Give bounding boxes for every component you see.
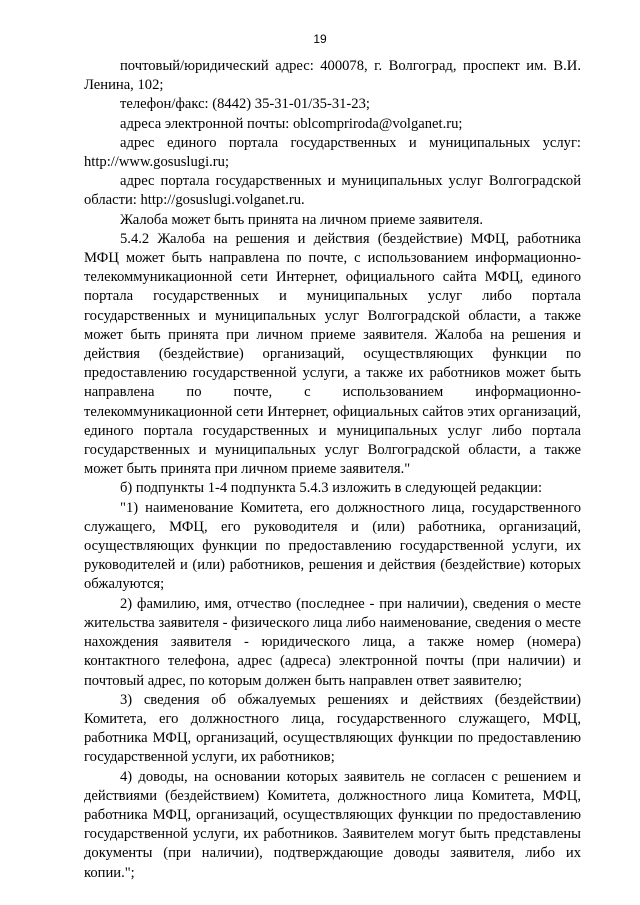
- paragraph-item-1: "1) наименование Комитета, его должностного лица, государственного служащего, МФЦ, его руководителя и (или) работника, организаций, осуществляющих функции по предоставлению государственной услуги, их руководителей и (или) работников, решения и действия (бездействие) которых обжалуются;: [84, 499, 581, 593]
- paragraph-item-3: 3) сведения об обжалуемых решениях и действиях (бездействии) Комитета, его должностного лица, государственного служащего, МФЦ, работника МФЦ, организаций, осуществляющих функции по предоставлению государственной услуги, их работников;: [84, 691, 581, 766]
- paragraph-regional-portal: адрес портала государственных и муниципальных услуг Волгоградской области: http://gosuslugi.volganet.ru.: [84, 173, 581, 209]
- paragraph-email: адреса электронной почты: oblcompriroda@volganet.ru;: [120, 115, 463, 132]
- page-number: 19: [313, 32, 327, 46]
- paragraph-item-4: 4) доводы, на основании которых заявитель не согласен с решением и действиями (бездействием) Комитета, должностного лица Комитета, МФЦ, работника МФЦ, организаций, осуществляющих функции по предоставлению государственной услуги, их работников. Заявителем могут быть представлены документы (при наличии), подтверждающие доводы заявителя, либо их копии.";: [84, 768, 581, 881]
- paragraph-postal-address: почтовый/юридический адрес: 400078, г. Волгоград, проспект им. В.И. Ленина, 102;: [84, 58, 581, 94]
- paragraph-unified-portal: адрес единого портала государственных и муниципальных услуг: http://www.gosuslugi.ru;: [84, 134, 581, 171]
- paragraph-personal-reception: Жалоба может быть принята на личном приеме заявителя.: [120, 211, 484, 228]
- paragraph-5-4-2: 5.4.2 Жалоба на решения и действия (бездействие) МФЦ, работника МФЦ может быть направлена по почте, с использованием информационно-телекоммуникационной сети Интернет, официального сайта МФЦ, единого портала государственных и муниципальных услуг либо портала государственных и муниципальных услуг Волгоградской области, а также может быть принята при личном приеме заявителя. Жалоба на решения и действия (бездействие) организаций, осуществляющих функции по предоставлению государственной услуги, а также их работников может быть направлена по почте, с использованием информационно-телекоммуникационной сети Интернет, официальных сайтов этих организаций, единого портала государственных и муниципальных услуг либо портала государственных и муниципальных услуг Волгоградской области, а также может быть принята при личном приеме заявителя.": [84, 230, 581, 478]
- paragraph-subitem-b: б) подпункты 1-4 подпункта 5.4.3 изложить в следующей редакции:: [120, 480, 543, 497]
- paragraph-phone-fax: телефон/факс: (8442) 35-31-01/35-31-23;: [120, 96, 370, 113]
- body-text: [84, 57, 581, 883]
- paragraph-item-2: 2) фамилию, имя, отчество (последнее - при наличии), сведения о месте жительства заявителя - физического лица либо наименование, сведения о месте нахождения заявителя - юридического лица, а также номер (номера) контактного телефона, адрес (адреса) электронной почты (при наличии) и почтовый адрес, по которым должен быть направлен ответ заявителю;: [84, 595, 581, 689]
